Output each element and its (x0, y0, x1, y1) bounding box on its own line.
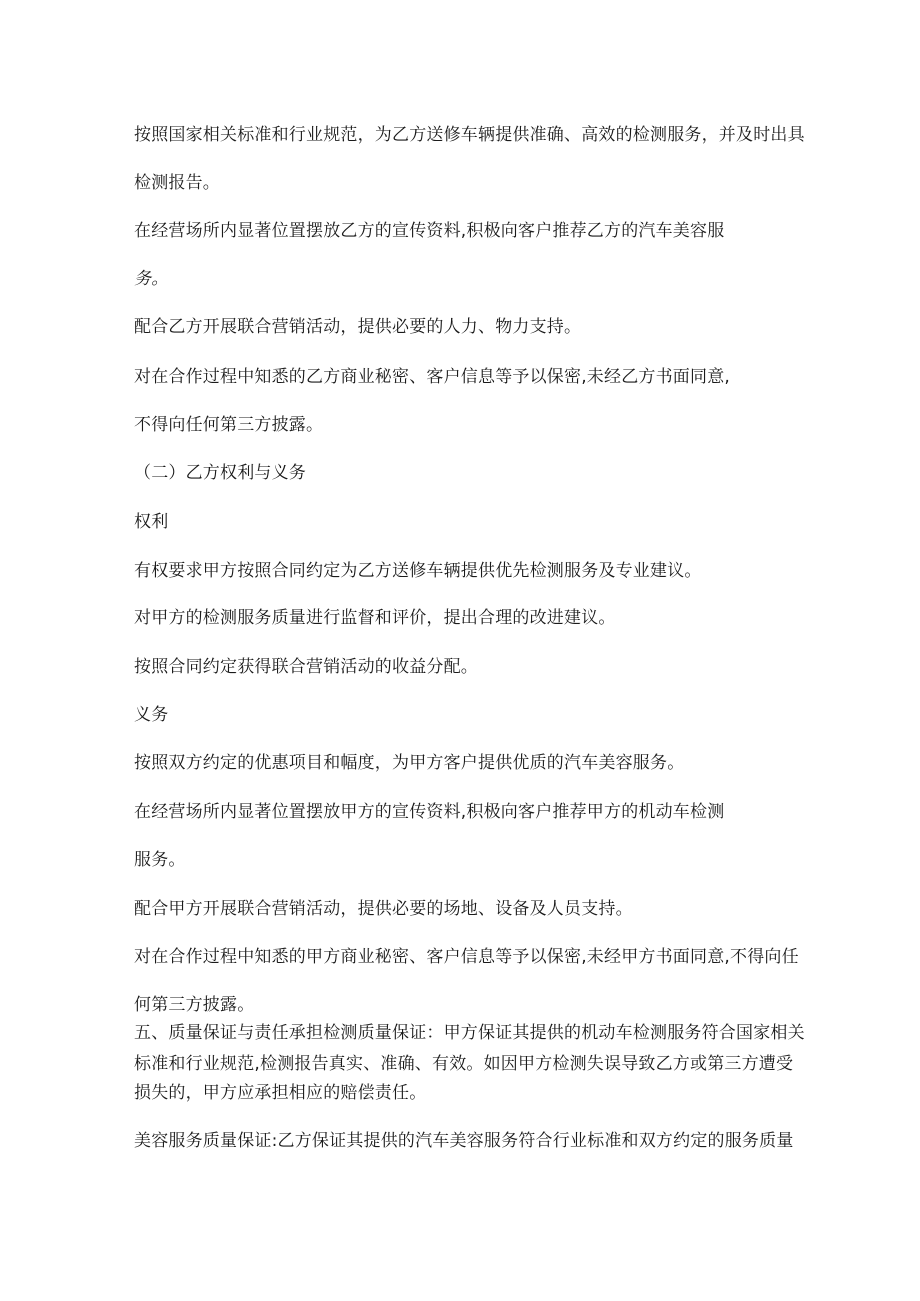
paragraph-line: 对在合作过程中知悉的甲方商业秘密、客户信息等予以保密,未经甲方书面同意,不得向任 (134, 947, 799, 967)
paragraph-line: 美容服务质量保证:乙方保证其提供的汽车美容服务符合行业标准和双方约定的服务质量 (134, 1131, 794, 1151)
paragraph-line: 服务。 (134, 850, 186, 870)
section-heading: （二）乙方权利与义务 (134, 463, 306, 483)
paragraph-line: 检测报告。 (134, 173, 220, 193)
paragraph-line: 在经营场所内显著位置摆放甲方的宣传资料,积极向客户推荐甲方的机动车检测 (134, 802, 725, 822)
paragraph-line: 不得向任何第三方披露。 (134, 415, 324, 435)
paragraph-line: 对甲方的检测服务质量进行监督和评价，提出合理的改进建议。 (134, 608, 616, 628)
paragraph-line: 按照合同约定获得联合营销活动的收益分配。 (134, 657, 478, 677)
paragraph-line: 五、质量保证与责任承担检测质量保证：甲方保证其提供的机动车检测服务符合国家相关 (134, 1023, 805, 1043)
paragraph-line: 标准和行业规范,检测报告真实、准确、有效。如因甲方检测失误导致乙方或第三方遭受 (134, 1054, 794, 1074)
paragraph-line: 务。 (134, 269, 169, 289)
paragraph-line: 配合乙方开展联合营销活动，提供必要的人力、物力支持。 (134, 317, 582, 337)
paragraph-line: 在经营场所内显著位置摆放乙方的宣传资料,积极向客户推荐乙方的汽车美容服 (134, 221, 725, 241)
paragraph-line: 配合甲方开展联合营销活动，提供必要的场地、设备及人员支持。 (134, 899, 633, 919)
subheading-rights: 权利 (134, 512, 169, 532)
paragraph-line: 对在合作过程中知悉的乙方商业秘密、客户信息等予以保密,未经乙方书面同意, (134, 367, 731, 387)
paragraph-line: 按照双方约定的优惠项目和幅度，为甲方客户提供优质的汽车美容服务。 (134, 753, 685, 773)
paragraph-line: 按照国家相关标准和行业规范，为乙方送修车辆提供准确、高效的检测服务，并及时出具 (134, 125, 805, 145)
subheading-obligations: 义务 (134, 705, 169, 725)
paragraph-line: 损失的，甲方应承担相应的赔偿责任。 (134, 1083, 427, 1103)
paragraph-line: 何第三方披露。 (134, 995, 255, 1015)
paragraph-line: 有权要求甲方按照合同约定为乙方送修车辆提供优先检测服务及专业建议。 (134, 561, 702, 581)
